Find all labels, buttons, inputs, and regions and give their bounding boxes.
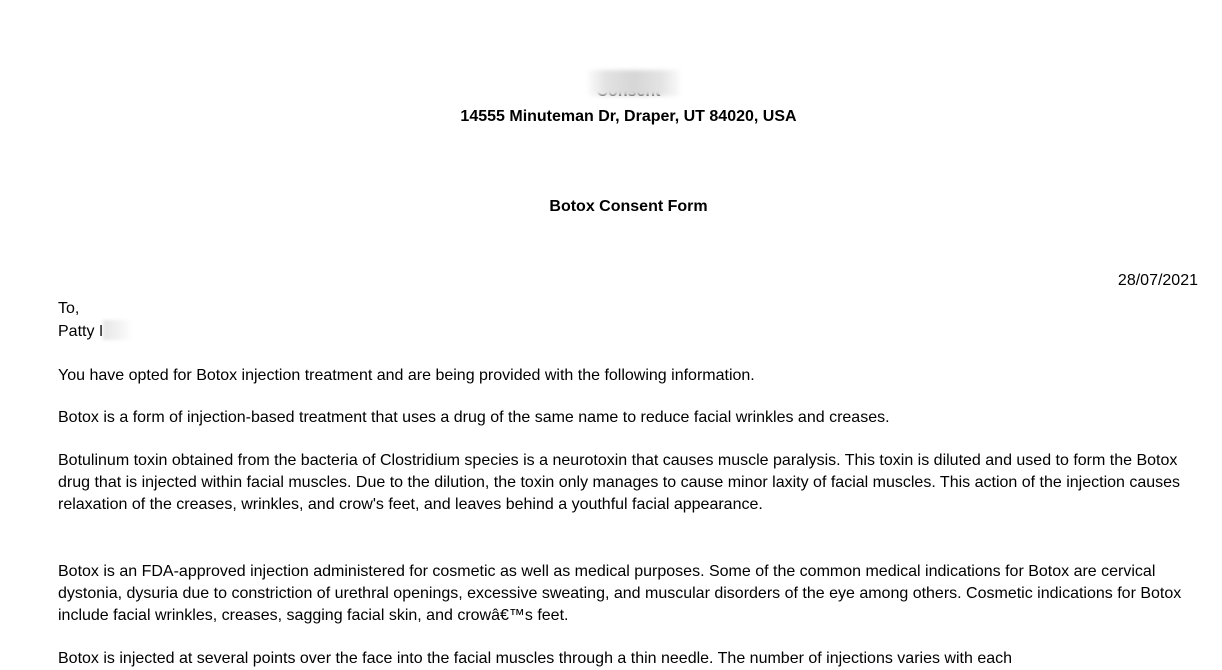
redaction-blur (588, 70, 680, 96)
paragraph-definition: Botox is a form of injection-based treatment that uses a drug of the same name to reduce facial wrinkles and creases. (58, 409, 890, 426)
recipient-redaction (103, 320, 133, 340)
clinic-address: 14555 Minuteman Dr, Draper, UT 84020, USA (460, 108, 797, 125)
form-date: 28/07/2021 (1117, 272, 1198, 289)
paragraph-intro: You have opted for Botox injection treatment and are being provided with the following information. (58, 367, 755, 384)
salutation: To, (58, 300, 80, 317)
form-title: Botox Consent Form (549, 198, 708, 215)
recipient-line (58, 320, 133, 343)
paragraph-mechanism: Botulinum toxin obtained from the bacteria of Clostridium species is a neurotoxin that causes muscle paralysis. This toxin is diluted and used to form the Botox drug that is injected within facial muscles. Due to the dilution, the toxin only manages to cause minor laxity of facial muscles. This action of the injection causes relaxation of the creases, wrinkles, and crow's feet, and leaves behind a youthful facial appearance. (58, 452, 1181, 513)
recipient-name: Patty I (58, 323, 104, 340)
paragraph-indications: Botox is an FDA-approved injection administered for cosmetic as well as medical purposes. Some of the common medical indications for Botox are cervical dystonia, dysuria due to constriction of urethral openings, excessive sweating, and muscular disorders of the eye among others. Cosmetic indications for Botox include facial wrinkles, creases, sagging facial skin, and crowâ€™s feet. (58, 563, 1182, 624)
recipient-block (58, 298, 133, 343)
paragraph-procedure: Botox is injected at several points over the face into the facial muscles through a thin needle. The number of injections varies with each (58, 650, 1013, 667)
